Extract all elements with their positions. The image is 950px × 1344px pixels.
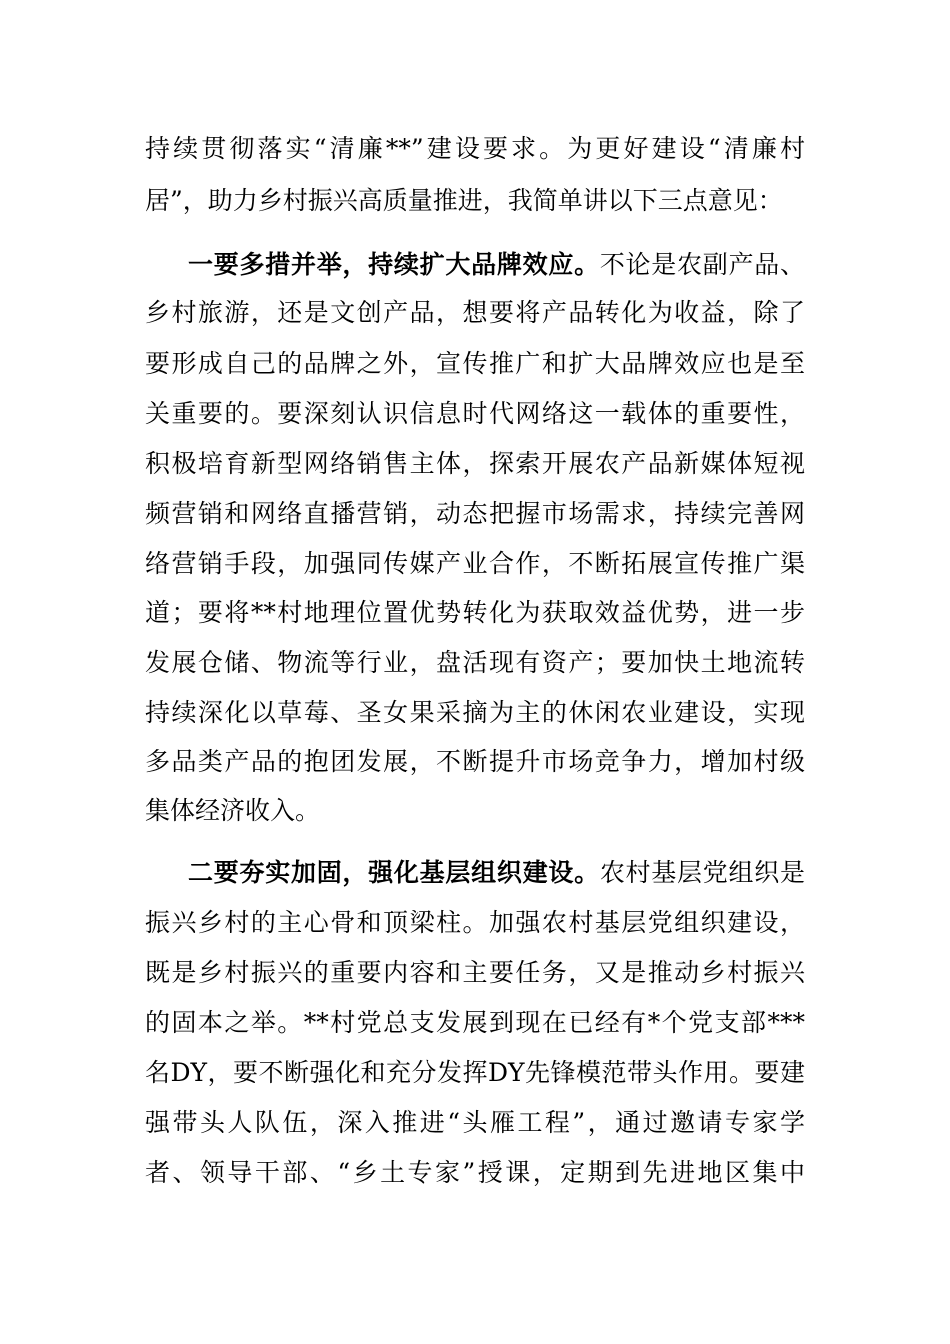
section1-line: 要形成自己的品牌之外，宣传推广和扩大品牌效应也是至 <box>145 349 805 378</box>
section1-line: 多品类产品的抱团发展，不断提升市场竞争力，增加村级 <box>145 747 805 776</box>
section1-line: 道；要将**村地理位置优势转化为获取效益优势，进一步 <box>145 598 805 627</box>
section1-line: 积极培育新型网络销售主体，探索开展农产品新媒体短视 <box>145 449 805 478</box>
section1-line: 关重要的。要深刻认识信息时代网络这一载体的重要性， <box>145 399 805 428</box>
section1-line: 集体经济收入。 <box>145 796 321 825</box>
section2-line: 的固本之举。**村党总支发展到现在已经有*个党支部*** <box>145 1008 805 1037</box>
section2-first-line <box>188 857 805 889</box>
intro-line-2: 居”，助力乡村振兴高质量推进，我简单讲以下三点意见： <box>145 186 783 215</box>
section1-line: 乡村旅游，还是文创产品，想要将产品转化为收益，除了 <box>145 298 805 327</box>
section1-line: 发展仓储、物流等行业，盘活现有资产；要加快土地流转 <box>145 648 805 677</box>
section1-line: 络营销手段，加强同传媒产业合作，不断拓展宣传推广渠 <box>145 549 805 578</box>
section2-heading: 二要夯实加固，强化基层组织建设。 <box>188 858 600 887</box>
section1-first-line-rest: 不论是农副产品、 <box>599 250 805 279</box>
section2-line: 振兴乡村的主心骨和顶梁柱。加强农村基层党组织建设， <box>145 908 805 937</box>
section2-line: 既是乡村振兴的重要内容和主要任务，又是推动乡村振兴 <box>145 958 805 987</box>
intro-line-1: 持续贯彻落实“清廉**”建设要求。为更好建设“清廉村 <box>145 134 805 163</box>
section1-heading: 一要多措并举，持续扩大品牌效应。 <box>188 250 600 279</box>
section1-first-line <box>188 249 805 281</box>
section2-line: 者、领导干部、“乡土专家”授课，定期到先进地区集中 <box>145 1158 805 1187</box>
section1-line: 持续深化以草莓、圣女果采摘为主的休闲农业建设，实现 <box>145 698 805 727</box>
section1-line: 频营销和网络直播营销，动态把握市场需求，持续完善网 <box>145 499 805 528</box>
section2-first-line-rest: 农村基层党组织是 <box>599 858 805 887</box>
section2-line: 名DY，要不断强化和充分发挥DY先锋模范带头作用。要建 <box>145 1058 805 1087</box>
section2-line: 强带头人队伍，深入推进“头雁工程”，通过邀请专家学 <box>145 1108 805 1137</box>
